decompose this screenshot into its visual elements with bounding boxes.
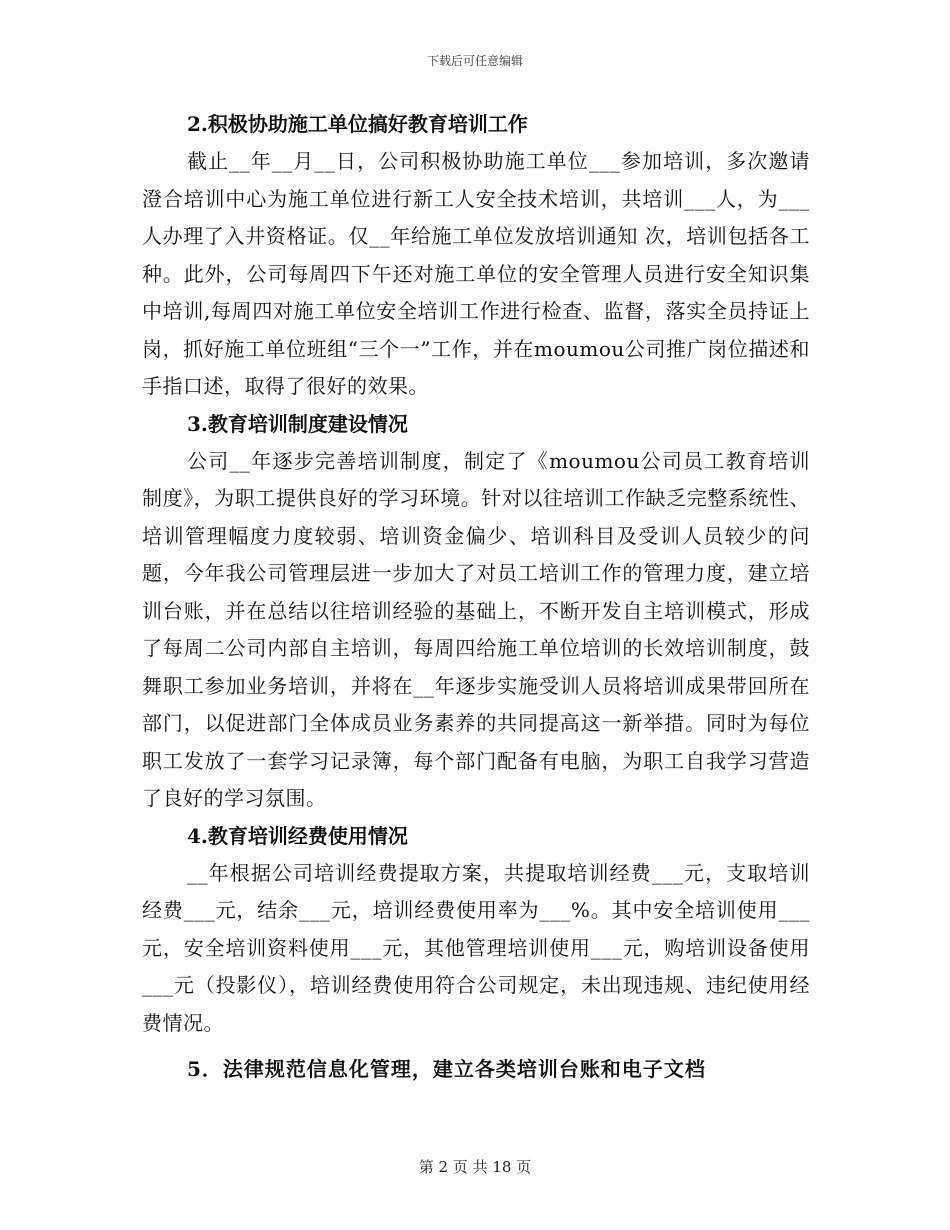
section-heading-5: 5．法律规范信息化管理，建立各类培训台账和电子文档: [187, 1057, 706, 1081]
page-number-footer: 第 2 页 共 18 页: [418, 1158, 532, 1176]
section-paragraph-2: 截止__年__月__日，公司积极协助施工单位___参加培训，多次邀请澄合培训中心为施工单位进行新工人安全技术培训，共培训___人，为___人办理了入井资格证。仅__年给施工单位发放培训通知 次，培训包括各工种。此外，公司每周四下午还对施工单位的安全管理人员进行安全知识集中培训,每周四对施工单位安全培训工作进行检查、监督，落实全员持证上岗，抓好施工单位班组“三个一”工作，并在moumou公司推广岗位描述和手指口述，取得了很好的效果。: [142, 149, 810, 398]
section-heading-3: 3.教育培训制度建设情况: [187, 411, 408, 436]
section-paragraph-3: 公司__年逐步完善培训制度，制定了《moumou公司员工教育培训制度》，为职工提供良好的学习环境。针对以往培训工作缺乏完整系统性、培训管理幅度力度较弱、培训资金偏少、培训科目及受训人员较少的问题，今年我公司管理层进一步加大了对员工培训工作的管理力度，建立培训台账，并在总结以往培训经验的基础上，不断开发自主培训模式，形成了每周二公司内部自主培训，每周四给施工单位培训的长效培训制度，鼓舞职工参加业务培训，并将在__年逐步实施受训人员将培训成果带回所在部门，以促进部门全体成员业务素养的共同提高这一新举措。同时为每位职工发放了一套学习记录簿，每个部门配备有电脑，为职工自我学习营造了良好的学习氛围。: [142, 448, 810, 810]
page-header-note: 下载后可任意编辑: [426, 54, 523, 68]
section-heading-4: 4.教育培训经费使用情况: [187, 823, 408, 848]
section-heading-2: 2.积极协助施工单位搞好教育培训工作: [187, 112, 528, 136]
document-body: [142, 106, 810, 1088]
section-paragraph-4: __年根据公司培训经费提取方案，共提取培训经费___元，支取培训经费___元，结余___元，培训经费使用率为___%。其中安全培训使用___元，安全培训资料使用___元，其他管理培训使用___元，购培训设备使用___元（投影仪），培训经费使用符合公司规定，未出现违规、违纪使用经费情况。: [142, 860, 810, 1035]
